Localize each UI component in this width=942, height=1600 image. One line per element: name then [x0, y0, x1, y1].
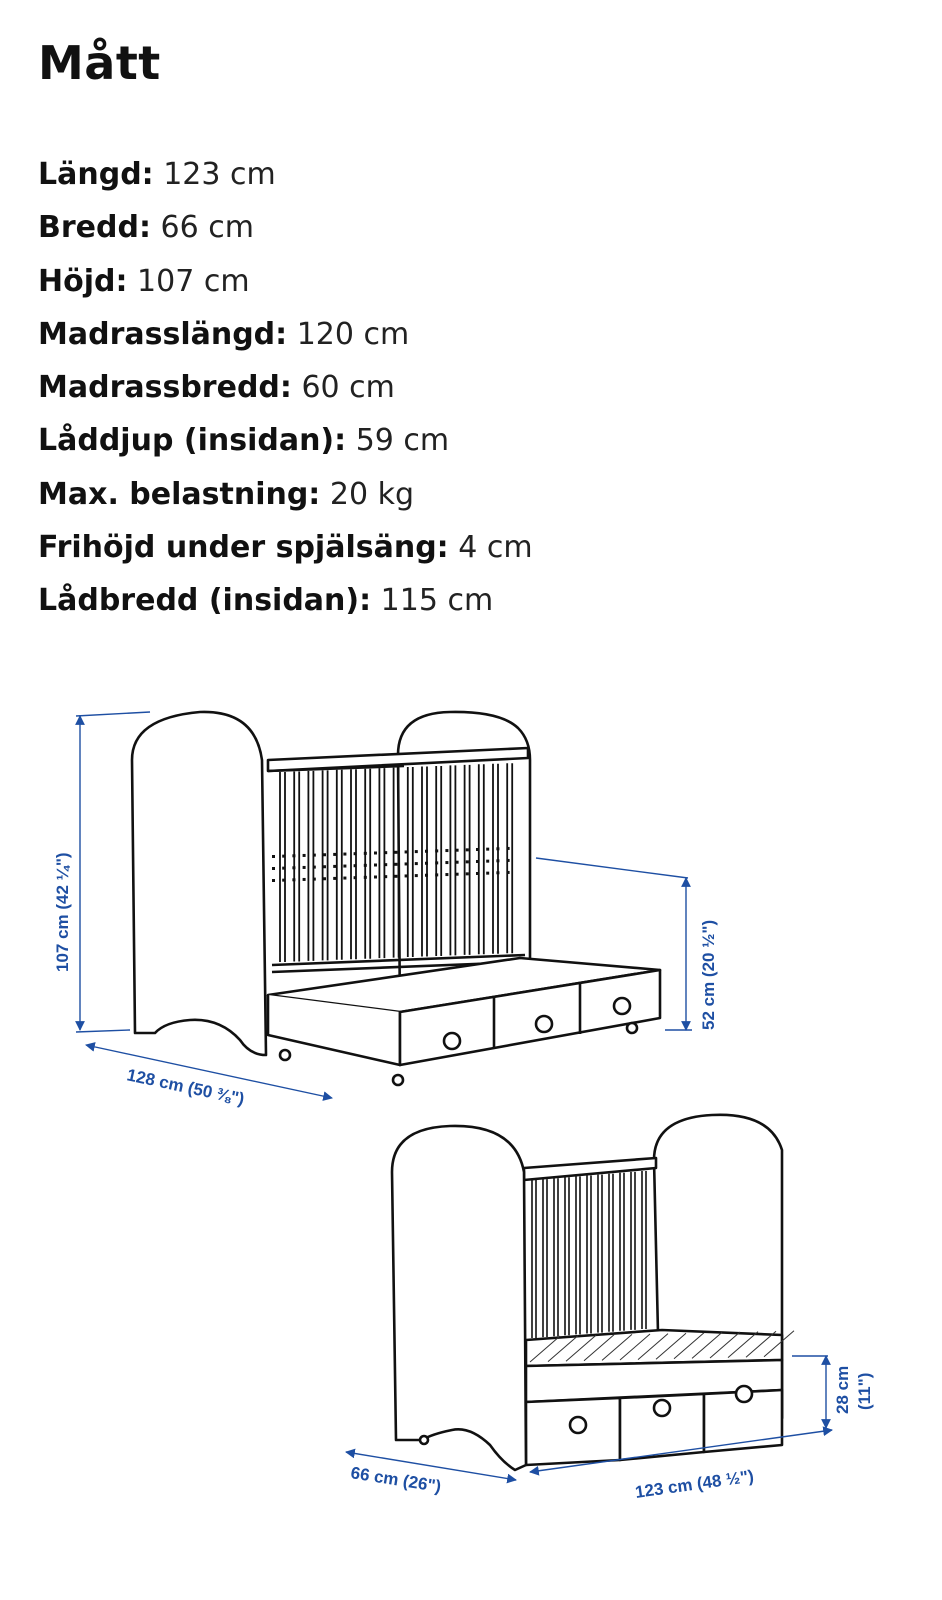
base-dot: [313, 878, 316, 881]
base-dot: [323, 877, 326, 880]
base-dot: [384, 851, 387, 854]
crib-drawer-open-front: [132, 712, 660, 1085]
base-dot: [354, 864, 357, 867]
dimension-drawer-height-label: 52 cm (20 ½"): [699, 919, 718, 1030]
dimension-length-label: 128 cm (50 ⅜"): [125, 1065, 247, 1109]
spec-value: 123 cm: [163, 157, 276, 192]
base-dot: [435, 849, 438, 852]
base-dot: [313, 854, 316, 857]
base-dot: [303, 878, 306, 881]
base-dot: [507, 847, 510, 850]
spec-value: 60 cm: [301, 370, 395, 406]
base-dot: [415, 862, 418, 865]
base-dot: [466, 860, 469, 863]
spec-label: Låddjup (insidan):: [38, 423, 347, 459]
base-dot: [292, 854, 295, 857]
spec-value: 4 cm: [458, 530, 533, 566]
base-dot: [405, 850, 408, 853]
base-dot: [415, 850, 418, 853]
base-dot: [272, 855, 275, 858]
base-dot: [466, 872, 469, 875]
base-dot: [394, 863, 397, 866]
base-dot: [364, 852, 367, 855]
base-dot: [282, 867, 285, 870]
spec-value: 20 kg: [329, 476, 414, 512]
dimension-width-label: 66 cm (26"): [349, 1463, 443, 1497]
base-dot: [292, 878, 295, 881]
base-dot: [445, 873, 448, 876]
spec-label: Bredd:: [38, 210, 151, 246]
spec-label: Madrasslängd:: [38, 316, 288, 352]
dimension-height-label: 107 cm (42 ¼"): [53, 852, 72, 972]
base-dot: [272, 879, 275, 882]
spec-value: 115 cm: [380, 583, 494, 619]
spec-value: 59 cm: [355, 423, 450, 459]
dimension-drawer-height-inch-label: (11"): [855, 1372, 874, 1410]
base-dot: [415, 874, 418, 877]
base-dot: [343, 877, 346, 880]
spec-value: 120 cm: [296, 316, 410, 352]
base-dot: [303, 854, 306, 857]
base-dot: [343, 865, 346, 868]
spec-label: Höjd:: [38, 263, 128, 299]
base-dot: [476, 860, 479, 863]
base-dot: [425, 862, 428, 865]
base-dot: [486, 848, 489, 851]
base-dot: [405, 874, 408, 877]
base-dot: [435, 873, 438, 876]
base-dot: [394, 851, 397, 854]
base-dot: [272, 867, 275, 870]
base-dot: [476, 848, 479, 851]
base-dot: [333, 865, 336, 868]
base-dot: [374, 876, 377, 879]
crib-slats-rear: [532, 1171, 646, 1338]
base-dot: [333, 877, 336, 880]
base-dot: [456, 849, 459, 852]
base-dot: [507, 859, 510, 862]
base-dot: [456, 873, 459, 876]
spec-label: Lådbredd (insidan):: [38, 583, 372, 619]
base-dot: [323, 865, 326, 868]
base-dot: [496, 847, 499, 850]
base-dot: [323, 853, 326, 856]
base-dot: [435, 861, 438, 864]
base-dot: [374, 864, 377, 867]
page-title: Mått: [38, 36, 161, 90]
base-dot: [354, 852, 357, 855]
spec-value: 107 cm: [137, 263, 250, 299]
spec-value: 66 cm: [160, 210, 254, 246]
spec-label: Madrassbredd:: [38, 370, 292, 406]
base-dot: [364, 864, 367, 867]
base-dot: [303, 866, 306, 869]
base-dot: [394, 875, 397, 878]
base-dot: [425, 874, 428, 877]
spec-label: Längd:: [38, 157, 154, 192]
base-dot: [496, 871, 499, 874]
spec-label: Frihöjd under spjälsäng:: [38, 530, 449, 566]
base-dot: [486, 860, 489, 863]
base-dot: [466, 848, 469, 851]
base-dot: [405, 862, 408, 865]
base-dot: [292, 866, 295, 869]
base-dot: [507, 871, 510, 874]
dimension-length-label-bottom: 123 cm (48 ½"): [633, 1466, 755, 1502]
base-dot: [313, 866, 316, 869]
dimension-drawer-height-label-bottom: 28 cm: [833, 1365, 852, 1414]
base-dot: [343, 853, 346, 856]
base-dot: [384, 875, 387, 878]
base-dot: [456, 861, 459, 864]
base-dot: [445, 861, 448, 864]
base-dot: [354, 876, 357, 879]
base-dot: [384, 863, 387, 866]
base-dot: [282, 879, 285, 882]
base-dot: [476, 872, 479, 875]
base-dot: [374, 852, 377, 855]
base-dot: [496, 859, 499, 862]
spec-label: Max. belastning:: [38, 476, 321, 512]
base-dot: [364, 876, 367, 879]
base-dot: [445, 849, 448, 852]
base-dot: [333, 853, 336, 856]
base-dot: [425, 850, 428, 853]
base-dot: [486, 872, 489, 875]
base-dot: [282, 855, 285, 858]
